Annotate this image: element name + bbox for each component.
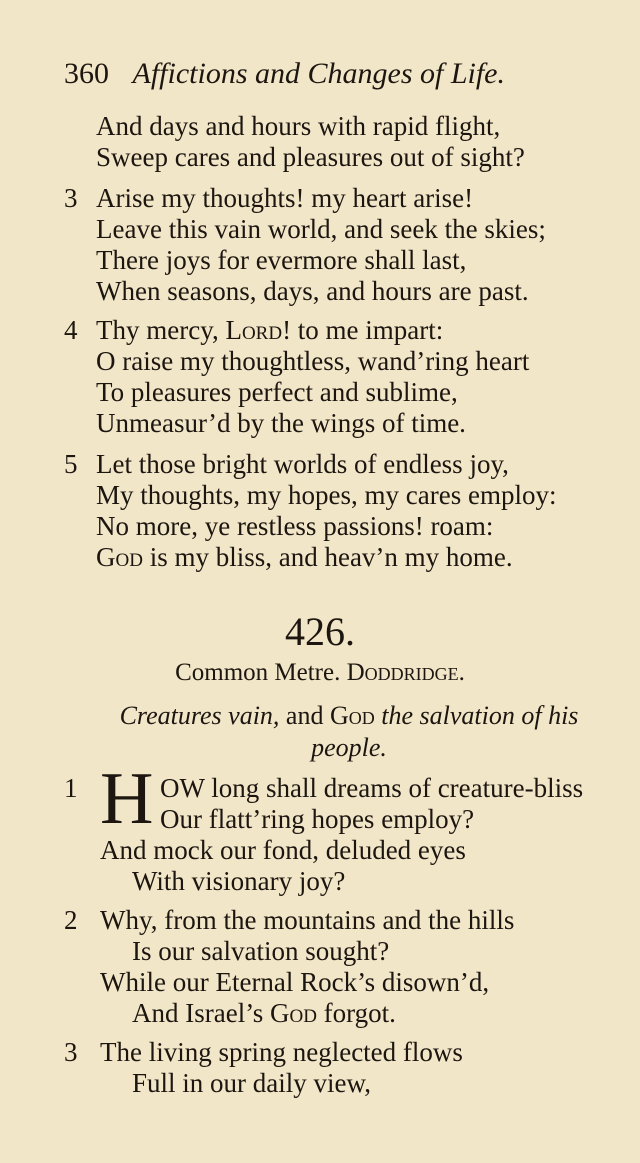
verse-line: Let those bright worlds of endless joy, xyxy=(96,449,509,479)
verse-line: With visionary joy? xyxy=(132,866,346,896)
running-title: Affictions and Changes of Life. xyxy=(132,57,505,90)
drop-cap: H xyxy=(100,758,154,840)
verse-line: Why, from the mountains and the hills xyxy=(100,905,515,935)
verse-line: Thy mercy, Lord! to me impart: xyxy=(96,315,444,345)
verse-line: No more, ye restless passions! roam: xyxy=(96,511,494,541)
page-number: 360 xyxy=(64,57,109,90)
verse-line: And mock our fond, deluded eyes xyxy=(100,835,466,865)
verse-line: While our Eternal Rock’s disown’d, xyxy=(100,967,490,997)
stanza-number: 3 xyxy=(64,1037,78,1067)
god-small-caps: God xyxy=(329,701,375,730)
verse-line: The living spring neglected flows xyxy=(100,1037,463,1067)
verse-line: Sweep cares and pleasures out of sight? xyxy=(96,142,525,172)
stanza-number: 5 xyxy=(64,449,78,479)
verse-line: Unmeasur’d by the wings of time. xyxy=(96,408,466,438)
verse-line: OW long shall dreams of creature-bliss xyxy=(160,773,584,803)
verse-line: There joys for evermore shall last, xyxy=(96,245,467,275)
god-small-caps: God xyxy=(269,998,317,1028)
verse-line: Leave this vain world, and seek the skies; xyxy=(96,214,546,244)
verse-line: Arise my thoughts! my heart arise! xyxy=(96,183,474,213)
verse-line: And days and hours with rapid flight, xyxy=(96,111,501,141)
verse-line: God is my bliss, and heav’n my home. xyxy=(96,542,513,572)
verse-line: When seasons, days, and hours are past. xyxy=(96,276,529,306)
verse-line: And Israel’s God forgot. xyxy=(132,998,396,1028)
verse-line: To pleasures perfect and sublime, xyxy=(96,377,458,407)
verse-line: Full in our daily view, xyxy=(132,1068,371,1098)
verse-line: Our flatt’ring hopes employ? xyxy=(160,804,475,834)
stanza-number: 3 xyxy=(64,183,78,213)
stanza-number: 4 xyxy=(64,315,78,345)
god-small-caps: God xyxy=(96,542,143,572)
verse-line: Is our salvation sought? xyxy=(132,936,390,966)
verse-line: O raise my thoughtless, wand’ring heart xyxy=(96,346,530,376)
hymn-author: Doddridge. xyxy=(346,659,465,686)
stanza-number: 1 xyxy=(64,773,78,803)
running-head xyxy=(64,54,505,94)
hymn-subject: Creatures vain, and God the salvation of his people. xyxy=(119,701,579,762)
verse-line: My thoughts, my hopes, my cares employ: xyxy=(96,480,557,510)
hymn-number: 426. xyxy=(285,609,355,654)
stanza-number: 2 xyxy=(64,905,78,935)
lord-small-caps: Lord xyxy=(225,315,283,345)
hymn-meter: Common Metre. Doddridge. xyxy=(175,659,465,686)
